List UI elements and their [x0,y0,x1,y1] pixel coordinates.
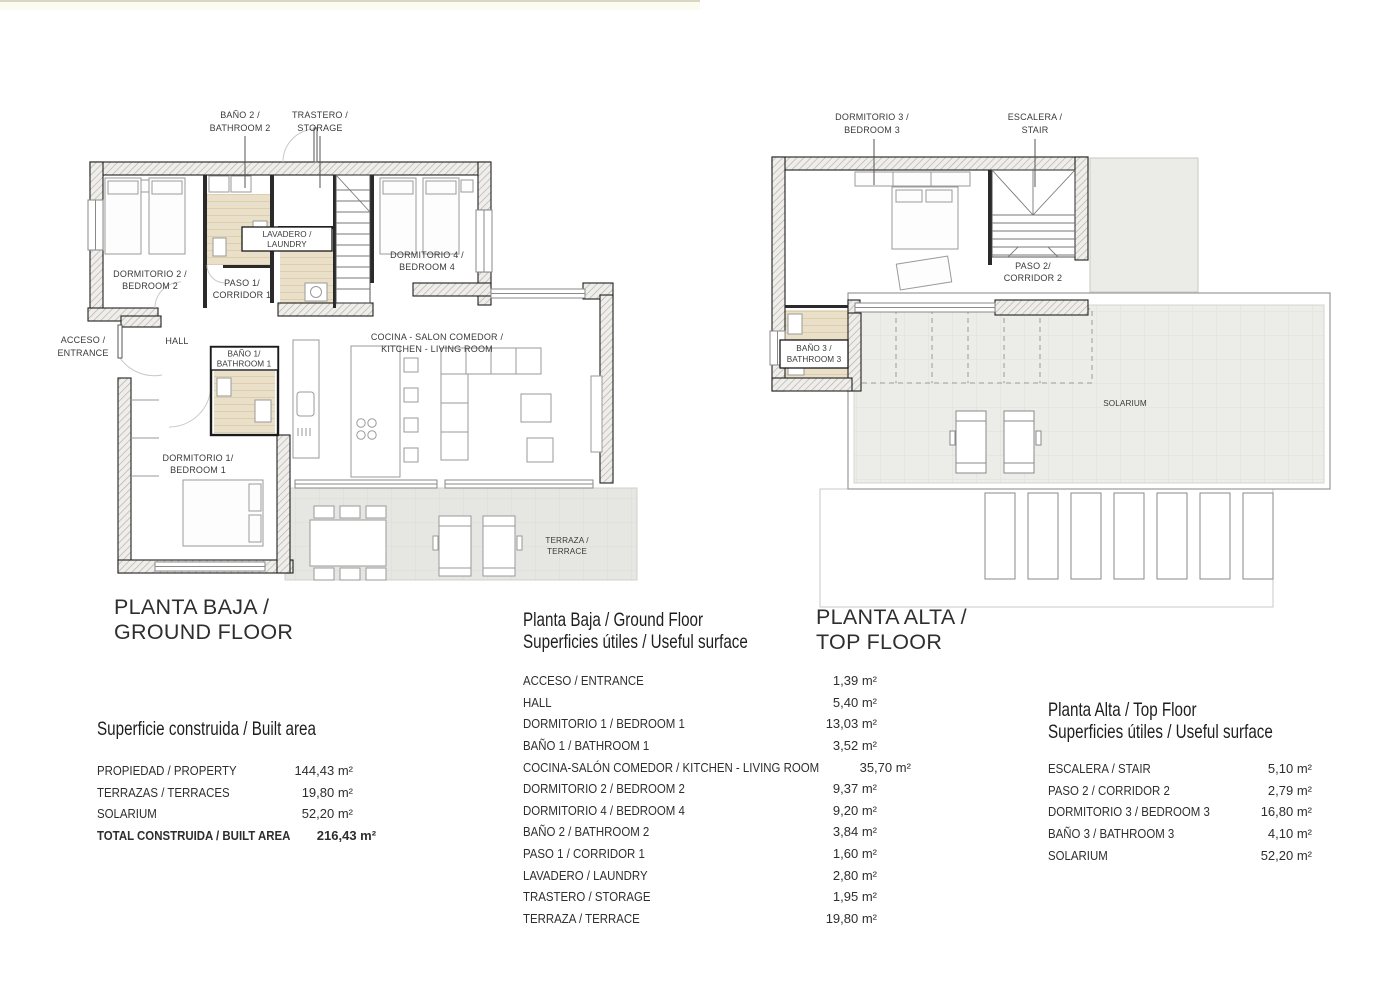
top-useful-table [1048,761,1312,869]
bathroom3-label-box [780,340,848,368]
table-row: DORMITORIO 2 / BEDROOM 2 9,37 m² [523,781,877,797]
bathroom3-label: BAÑO 3 / [796,344,832,353]
bedroom4-beds [380,178,473,254]
table-row: TERRAZAS / TERRACES 19,80 m² [97,784,353,800]
table-row: ACCESO / ENTRANCE 1,39 m² [523,673,877,688]
storage-callout: TRASTERO / [291,110,349,120]
svg-text:ENTRANCE: ENTRANCE [57,348,109,358]
svg-text:BEDROOM 1: BEDROOM 1 [170,465,226,475]
solarium-label: SOLARIUM [1103,399,1147,408]
kitchen-label: COCINA - SALON COMEDOR / [370,332,504,342]
roof-area [1090,158,1198,292]
svg-text:BEDROOM 3: BEDROOM 3 [844,125,900,135]
stair-callout: ESCALERA / [1007,112,1063,122]
table-row: ESCALERA / STAIR 5,10 m² [1048,761,1312,776]
kitchen-furniture [293,340,602,477]
top-floor-title: PLANTA ALTA / TOP FLOOR [816,605,967,654]
laundry-label-box [242,227,332,251]
svg-text:LAUNDRY: LAUNDRY [267,240,307,249]
bathroom1-label: BAÑO 1/ [227,349,261,359]
table-row: DORMITORIO 3 / BEDROOM 3 16,80 m² [1048,804,1312,820]
row-value: 144,43 m² [294,763,353,778]
table-row [97,763,353,785]
svg-text:STAIR: STAIR [1021,125,1049,135]
built-area-table [97,763,377,850]
corridor2-label: PASO 2/ [1015,261,1051,271]
table-row: DORMITORIO 4 / BEDROOM 4 9,20 m² [523,802,877,818]
table-row: DORMITORIO 1 / BEDROOM 1 13,03 m² [523,716,877,732]
terrace-label: TERRAZA / [545,536,589,545]
table-row: PASO 2 / CORRIDOR 2 2,79 m² [1048,782,1312,798]
table-row: BAÑO 3 / BATHROOM 3 4,10 m² [1048,825,1312,841]
bedroom3-furniture [855,172,970,290]
row-label: PROPIEDAD / PROPERTY [97,763,237,778]
table-row: BAÑO 2 / BATHROOM 2 3,84 m² [523,824,877,840]
access-label: ACCESO / [60,335,106,345]
svg-text:TERRACE: TERRACE [547,547,587,556]
bedroom1-label: DORMITORIO 1/ [162,453,234,463]
built-area-title: Superficie construida / Built area [97,718,316,740]
table-row: TERRAZA / TERRACE 19,80 m² [523,911,877,927]
svg-text:KITCHEN - LIVING ROOM: KITCHEN - LIVING ROOM [381,344,493,354]
svg-text:CORRIDOR 1: CORRIDOR 1 [212,290,272,300]
bedroom4-label: DORMITORIO 4 / [390,250,464,260]
table-row: SOLARIUM 52,20 m² [1048,847,1312,863]
table-row: TRASTERO / STORAGE 1,95 m² [523,889,877,905]
pergola-slats [985,493,1273,579]
bathroom2-callout: BAÑO 2 / [220,110,260,120]
floor-plan-top [760,95,1390,615]
svg-text:BATHROOM 2: BATHROOM 2 [209,123,271,133]
hall-label: HALL [165,336,189,346]
laundry-label: LAVADERO / [262,230,312,239]
top-useful-title: Planta Alta / Top Floor Superficies útiles / Useful surface [1048,699,1273,743]
table-row: PASO 1 / CORRIDOR 1 1,60 m² [523,846,877,862]
table-row: HALL 5,40 m² [523,694,877,710]
table-row: SOLARIUM 52,20 m² [97,806,353,822]
bedroom2-beds [105,178,185,254]
svg-text:STORAGE: STORAGE [297,123,343,133]
table-row-total: TOTAL CONSTRUIDA / BUILT AREA 216,43 m² [97,827,377,843]
svg-text:CORRIDOR 2: CORRIDOR 2 [1003,273,1063,283]
stairs-symbol-top [992,170,1075,257]
bedroom2-label: DORMITORIO 2 / [113,269,187,279]
solarium-area [848,293,1330,489]
svg-text:BATHROOM 1: BATHROOM 1 [216,359,272,369]
laundry-fixtures [305,283,327,301]
floor-plan-ground [55,90,655,600]
ground-useful-table [523,673,911,933]
table-row: LAVADERO / LAUNDRY 2,80 m² [523,867,877,883]
stairs-symbol [336,175,370,303]
interior-walls-top [785,170,992,308]
svg-text:BATHROOM 3: BATHROOM 3 [786,355,842,364]
sheet-accent-strip [0,0,700,10]
table-row: COCINA-SALÓN COMEDOR / KITCHEN - LIVING ROOM 35,70 m² [523,759,911,775]
ground-floor-title: PLANTA BAJA / GROUND FLOOR [114,595,294,644]
table-row: BAÑO 1 / BATHROOM 1 3,52 m² [523,737,877,753]
ground-useful-title: Planta Baja / Ground Floor Superficies útiles / Useful surface [523,609,748,653]
svg-text:BEDROOM 2: BEDROOM 2 [122,281,178,291]
bedroom3-callout: DORMITORIO 3 / [835,112,909,122]
svg-text:BEDROOM 4: BEDROOM 4 [399,262,455,272]
corridor1-label: PASO 1/ [224,278,260,288]
